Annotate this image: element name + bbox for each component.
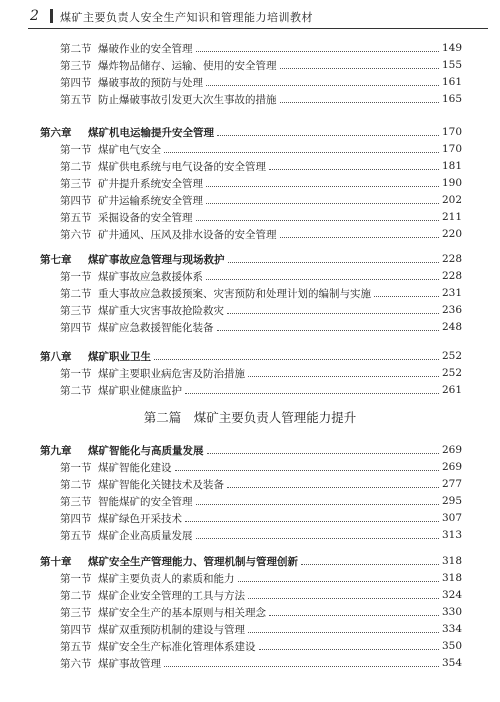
dot-leader: [248, 632, 439, 633]
toc-chapter-entry[interactable]: [40, 348, 462, 364]
chapter-number: 第六章: [40, 126, 72, 139]
entry-title: 矿井提升系统安全管理: [98, 177, 203, 190]
page-reference: 181: [441, 160, 462, 172]
entry-title: 爆破作业的安全管理: [98, 42, 193, 55]
toc-section-entry[interactable]: [40, 302, 462, 318]
toc-section-entry[interactable]: [40, 226, 462, 242]
page-reference: 190: [441, 177, 462, 189]
toc-section-entry[interactable]: [40, 74, 462, 90]
dot-leader: [154, 359, 439, 360]
entry-title: 煤矿事故管理: [98, 657, 161, 670]
toc-section-entry[interactable]: [40, 510, 462, 526]
entry-title: 煤矿职业健康监护: [98, 384, 182, 397]
page-reference: 318: [441, 555, 462, 567]
section-number: 第六节: [60, 228, 92, 241]
section-number: 第五节: [60, 93, 92, 106]
toc-section-entry[interactable]: [40, 175, 462, 191]
entry-title: 防止爆破事故引发更大次生事故的措施: [98, 93, 277, 106]
page-reference: 149: [441, 42, 462, 54]
dot-leader: [259, 649, 439, 650]
entry-title: 煤矿机电运输提升安全管理: [88, 126, 214, 139]
toc-section-entry[interactable]: [40, 493, 462, 509]
chapter-number: 第十章: [40, 555, 72, 568]
entry-title: 矿井运输系统安全管理: [98, 194, 203, 207]
dot-leader: [206, 203, 439, 204]
toc-section-entry[interactable]: [40, 268, 462, 284]
section-number: 第三节: [60, 495, 92, 508]
entry-title: 煤矿主要职业病危害及防治措施: [98, 367, 245, 380]
dot-leader: [206, 186, 439, 187]
entry-title: 煤矿重大灾害事故抢险救灾: [98, 304, 224, 317]
toc-section-entry[interactable]: [40, 476, 462, 492]
dot-leader: [228, 262, 439, 263]
entry-title: 煤矿应急救援智能化装备: [98, 321, 214, 334]
page-reference: 236: [441, 304, 462, 316]
section-number: 第二节: [60, 42, 92, 55]
page-reference: 165: [441, 93, 462, 105]
section-number: 第二节: [60, 589, 92, 602]
section-number: 第六节: [60, 657, 92, 670]
dot-leader: [374, 296, 439, 297]
toc-section-entry[interactable]: [40, 285, 462, 301]
entry-title: 矿井通风、压风及排水设备的安全管理: [98, 228, 277, 241]
page-reference: 334: [441, 623, 462, 635]
chapter-number: 第九章: [40, 444, 72, 457]
dot-leader: [164, 666, 439, 667]
page-reference: 248: [441, 321, 462, 333]
page-reference: 261: [441, 384, 462, 396]
section-number: 第二节: [60, 160, 92, 173]
part-title: 第二篇 煤矿主要负责人管理能力提升: [143, 410, 357, 425]
section-number: 第三节: [60, 59, 92, 72]
entry-title: 煤矿双重预防机制的建设与管理: [98, 623, 245, 636]
section-number: 第五节: [60, 211, 92, 224]
dot-leader: [185, 393, 439, 394]
entry-title: 煤矿职业卫生: [88, 350, 151, 363]
toc-section-entry[interactable]: [40, 655, 462, 671]
chapter-number: 第七章: [40, 253, 72, 266]
entry-title: 煤矿智能化关键技术及装备: [98, 478, 224, 491]
page-reference: 170: [441, 143, 462, 155]
section-number: 第一节: [60, 461, 92, 474]
dot-leader: [196, 538, 439, 539]
section-number: 第一节: [60, 572, 92, 585]
section-number: 第三节: [60, 606, 92, 619]
toc-section-entry[interactable]: [40, 527, 462, 543]
toc-section-entry[interactable]: [40, 209, 462, 225]
section-number: 第四节: [60, 623, 92, 636]
toc-chapter-entry[interactable]: [40, 553, 462, 569]
entry-title: 煤矿供电系统与电气设备的安全管理: [98, 160, 266, 173]
page-reference: 228: [441, 270, 462, 282]
entry-title: 煤矿安全生产的基本原则与相关理念: [98, 606, 266, 619]
entry-title: 煤矿主要负责人的素质和能力: [98, 572, 235, 585]
dot-leader: [248, 376, 439, 377]
page-reference: 330: [441, 606, 462, 618]
page-reference: 170: [441, 126, 462, 138]
toc-chapter-entry[interactable]: [40, 251, 462, 267]
section-number: 第四节: [60, 76, 92, 89]
dot-leader: [248, 598, 439, 599]
book-title: 煤矿主要负责人安全生产知识和管理能力培训教材: [60, 11, 313, 24]
dot-leader: [185, 521, 439, 522]
toc-section-entry[interactable]: [40, 365, 462, 381]
section-number: 第二节: [60, 478, 92, 491]
entry-title: 煤矿智能化与高质量发展: [88, 444, 204, 457]
toc-section-entry[interactable]: [40, 57, 462, 73]
toc-section-entry[interactable]: [40, 638, 462, 654]
toc-chapter-entry[interactable]: [40, 442, 462, 458]
page-reference: 318: [441, 572, 462, 584]
dot-leader: [196, 220, 439, 221]
dot-leader: [207, 453, 439, 454]
section-number: 第四节: [60, 194, 92, 207]
page-reference: 155: [441, 59, 462, 71]
dot-leader: [238, 581, 439, 582]
entry-title: 煤矿安全生产管理能力、管理机制与管理创新: [88, 555, 298, 568]
toc-chapter-entry[interactable]: [40, 124, 462, 140]
page-number: 2: [30, 8, 39, 24]
entry-title: 煤矿电气安全: [98, 143, 161, 156]
dot-leader: [301, 564, 439, 565]
page-reference: 211: [441, 211, 462, 223]
dot-leader: [196, 51, 439, 52]
toc-section-entry[interactable]: [40, 604, 462, 620]
toc-section-entry[interactable]: [40, 319, 462, 335]
page-reference: 269: [441, 444, 462, 456]
entry-title: 重大事故应急救援预案、灾害预防和处理计划的编制与实施: [98, 287, 371, 300]
entry-title: 煤矿企业高质量发展: [98, 529, 193, 542]
dot-leader: [280, 102, 439, 103]
page-reference: 324: [441, 589, 462, 601]
entry-title: 煤矿绿色开采技术: [98, 512, 182, 525]
section-number: 第一节: [60, 367, 92, 380]
section-number: 第三节: [60, 304, 92, 317]
entry-title: 煤矿事故应急救援体系: [98, 270, 203, 283]
page-reference: 161: [441, 76, 462, 88]
toc-section-entry[interactable]: [40, 192, 462, 208]
section-number: 第五节: [60, 640, 92, 653]
entry-title: 爆破事故的预防与处理: [98, 76, 203, 89]
page-reference: 307: [441, 512, 462, 524]
dot-leader: [196, 504, 439, 505]
toc-section-entry[interactable]: [40, 459, 462, 475]
page-reference: 295: [441, 495, 462, 507]
page-reference: 277: [441, 478, 462, 490]
dot-leader: [217, 330, 439, 331]
dot-leader: [206, 279, 439, 280]
toc-section-entry[interactable]: [40, 40, 462, 56]
toc-section-entry[interactable]: [40, 382, 462, 398]
page-reference: 202: [441, 194, 462, 206]
dot-leader: [206, 85, 439, 86]
toc-section-entry[interactable]: [40, 587, 462, 603]
dot-leader: [227, 313, 439, 314]
header-divider-bar: [50, 9, 53, 23]
dot-leader: [164, 152, 439, 153]
dot-leader: [269, 615, 439, 616]
page-reference: 228: [441, 253, 462, 265]
section-number: 第二节: [60, 287, 92, 300]
toc-section-entry[interactable]: [40, 621, 462, 637]
toc-section-entry[interactable]: [40, 158, 462, 174]
page-reference: 252: [441, 367, 462, 379]
chapter-number: 第八章: [40, 350, 72, 363]
page-reference: 350: [441, 640, 462, 652]
page-reference: 252: [441, 350, 462, 362]
page-reference: 220: [441, 228, 462, 240]
dot-leader: [280, 68, 439, 69]
dot-leader: [227, 487, 439, 488]
page-reference: 231: [441, 287, 462, 299]
toc-section-entry[interactable]: [40, 91, 462, 107]
page-reference: 269: [441, 461, 462, 473]
section-number: 第二节: [60, 384, 92, 397]
page-reference: 354: [441, 657, 462, 669]
entry-title: 煤矿安全生产标准化管理体系建设: [98, 640, 256, 653]
section-number: 第五节: [60, 529, 92, 542]
entry-title: 煤矿智能化建设: [98, 461, 172, 474]
dot-leader: [217, 135, 439, 136]
section-number: 第四节: [60, 512, 92, 525]
section-number: 第三节: [60, 177, 92, 190]
section-number: 第一节: [60, 143, 92, 156]
page-header: [28, 6, 488, 29]
entry-title: 煤矿事故应急管理与现场救护: [88, 253, 225, 266]
dot-leader: [280, 237, 439, 238]
entry-title: 采掘设备的安全管理: [98, 211, 193, 224]
entry-title: 智能煤矿的安全管理: [98, 495, 193, 508]
dot-leader: [269, 169, 439, 170]
entry-title: 煤矿企业安全管理的工具与方法: [98, 589, 245, 602]
toc-section-entry[interactable]: [40, 141, 462, 157]
entry-title: 爆炸物品储存、运输、使用的安全管理: [98, 59, 277, 72]
section-number: 第四节: [60, 321, 92, 334]
toc-section-entry[interactable]: [40, 570, 462, 586]
section-number: 第一节: [60, 270, 92, 283]
page-reference: 313: [441, 529, 462, 541]
dot-leader: [175, 470, 439, 471]
